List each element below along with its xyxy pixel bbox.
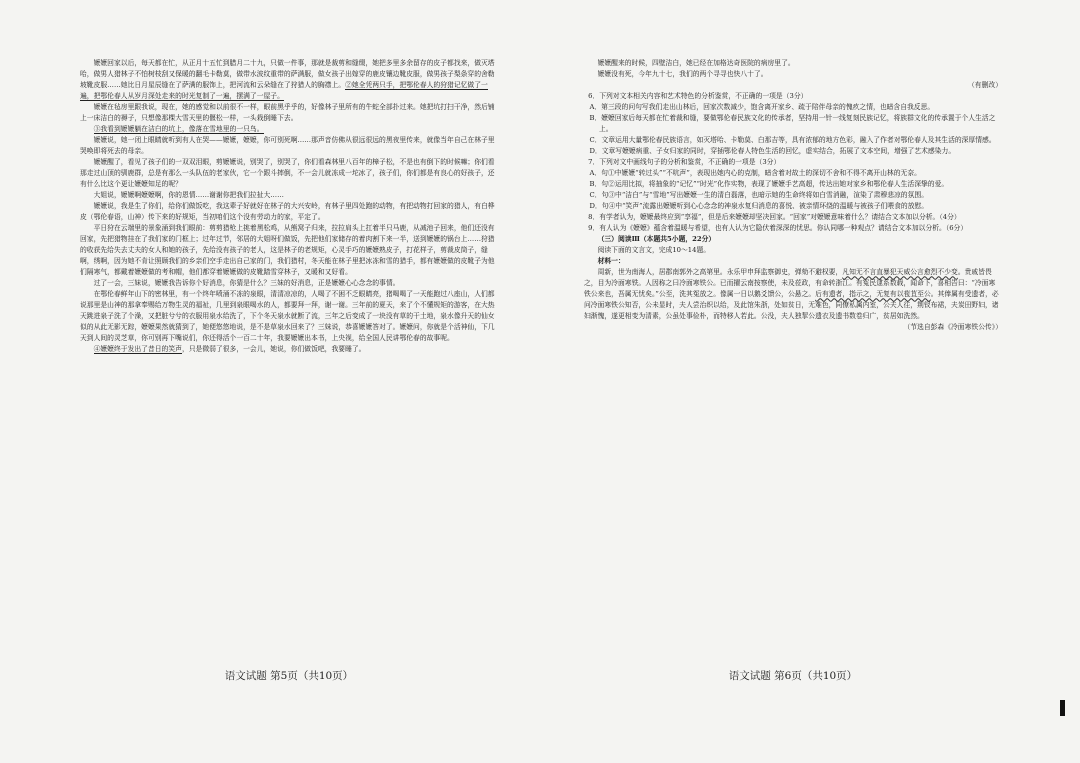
- option-label: C．: [589, 136, 602, 145]
- reading-instruction: 阅读下面的文言文，完成10～14题。: [597, 246, 711, 255]
- text-segment: 嬷嬷在毡房里跟我说，现在，她的感觉和以前很不一样，眼前黑乎乎的，好像林子里所有的牛蛇全部扑过来。她把坑打扫干净，然后铺上一床洁白的褥子，只想像那棵大雪天里的偃松一样，一头栽倒睡下去。: [80, 103, 495, 123]
- classical-passage: [584, 267, 1002, 322]
- question-stem: 7．下列对文中画线句子的分析和鉴赏，不正确的一项是（3分）: [588, 158, 781, 167]
- option-text: 第三段的问句写我们走出山林后，回家次数减少，饱含离开家乡、疏于陪伴母亲的愧疚之情，也暗含自我反思。: [601, 103, 935, 112]
- option-text: 句②运用比拟，将抽象的“记忆”“时光”化作实物，表现了嬷嬷手艺高超，传达出她对家乡和鄂伦春人生活深挚的爱。: [601, 180, 949, 189]
- left-page: [80, 58, 498, 698]
- paragraph: [80, 278, 498, 289]
- text-segment: 大姐说，嬷嬷啊嬷嬷啊，你的恩情……谢谢你把我们拉扯大……: [93, 191, 284, 200]
- question-stem: 9．有人认为《嬷嬷》蕴含着温暖与希望，也有人认为它隐伏着深深的忧思。你认同哪一种观点？请结合文本加以分析。（6分）: [588, 224, 968, 233]
- question-stem: 6．下列对文本相关内容和艺术特色的分析鉴赏，不正确的一项是（3分）: [588, 92, 808, 101]
- story-ending-line: 嬷嬷没有死，今年九十七，我们的两个寻寻也快八十了。: [597, 70, 768, 79]
- right-page: [584, 58, 1002, 698]
- text-segment: 过了一会，三妹说，嬷嬷我告诉你个好消息，你猜是什么？三妹的好消息，正是嬷嬷心心念念的事情。: [93, 279, 400, 288]
- wavy-underlined-sentence: 后有遗者，指示之，无复有以苞苴至公: [815, 290, 931, 299]
- answer-option: [584, 190, 1002, 201]
- text-segment: 嬷嬷说，我是生了你们，给你们做饭吃，我这辈子好就好在林子的大兴安岭，有林子里四处跑的动物，有把动物打回家的猎人，有白桦皮（鄂伦春语，山神）传下来的好规矩，当初咱们这个没有劳动力的家，平定了。: [80, 202, 495, 222]
- answer-option: [584, 179, 1002, 190]
- underlined-sentence: ④嬷嬷终于发出了昔日的笑声: [93, 345, 182, 354]
- text-segment: 。贵戚皆畏之，目为冷面寒铁。人因称之曰冷面寒铁公。已而擢云南按察使，未及莅政，有命转浙江。有冤民逮系数载，闻命下，喜相告曰：“冷面寒铁公来也，吾属无忧矣。”公至，洗其冤放之。像属一日以鹅爻馈公，公悬之。: [584, 268, 996, 299]
- paragraph: [80, 344, 498, 355]
- option-text: 文章写嬷嬷病重、子女归家的同时，穿插鄂伦春人特色生活的回忆，虚实结合，拓展了文本空间，增强了艺术感染力。: [601, 147, 956, 156]
- text-segment: 。其俸属有受遗者，必问冷面寒铁公知否，公未显时，夫人尝治织以给，及此馆朱浙，处如贫日，无难色，同僚私属内室，公夫人往，荆钗布裙，夫炭田野妇，诸妇渐愧，遂更相变为清素，公虽处事俭朴，而特移人若此。公没，夫人独挈公遗衣及遗书数卷归广，贫居如洗然。: [584, 290, 999, 321]
- text-segment: 嬷嬷回家以后，每天都在忙，从正月十五忙到腊月二十九，只做一件事，那就是裁剪和缝缀，她把多里多余留存的皮子都找来，做灭塔哈，做男人猎林子不怕树枝刮又保暖的翻毛卡勒莫，做带水波纹重带的萨满服，做女孩子出嫁穿的鹿皮镶边靴皮服，做男孩子梨条穿的舍勒坡靴皮服……她比日月星辰缝在了萨满的服饰上，把河流和云朵缝在了狩猎人的胸襟上。: [80, 59, 495, 90]
- paragraph: [80, 289, 498, 344]
- paragraph: [80, 102, 498, 124]
- option-label: A．: [589, 103, 602, 112]
- paragraph: [80, 58, 498, 102]
- underlined-sentence: ③我看到嬷嬷躺在洁白的坑上，像落在雪地里的一只鸟。: [93, 125, 264, 134]
- paragraph: [80, 157, 498, 190]
- option-label: D．: [589, 202, 602, 211]
- text-segment: 平日狩在云端里的景象涌到我们眼前：剪剪猎枪上挑着黑松鸡，从熊窝子归来，拉拉肩头上扛着半只马鹿，从减池子回来，他们还没有回家，先把猎物挂在了我们家的门框上；过年过节，邻居的大姐呀们做饭，先把他们家储存的着肉割下来一半，送到嬷嬷的锅台上……狩猎的收获先给失去丈夫的女人和她的孩子，先给没有孩子的老人，这是林子的老规矩，心灵手巧的嬷嬷熟皮子，打花样子，剪裁皮筒子，缝啊，绣啊，因为她不肯让照顾我们的乡亲们空手走出自己家的门，我们猎村，冬天能在林子里把冰冻和雪的猎手，都有嬷嬷做的皮靴子为他们隔寒气，都戴着嬷嬷做的考和帽，他们都穿着嬷嬷做的皮靴踏雪穿林子，又暖和又好看。: [80, 224, 495, 277]
- option-text: 嬷嬷回家后每天都在忙着裁和缝，要做鄂伦春民族文化的传承者，坚持用一针一线复刻民族记忆，将族群文化的传承置于个人生活之上。: [598, 114, 996, 134]
- paragraph: [80, 201, 498, 223]
- underlined-sentence: ②她全凭两只手，把鄂伦春人的狩猎记忆做了一遍，把鄂伦春人从岁月深处走来的时光复制了一遍，摆满了一屋子。: [80, 81, 488, 101]
- paragraph: [80, 190, 498, 201]
- option-label: B．: [589, 114, 602, 123]
- left-page-footer: 语文试题 第5页（共10页）: [224, 670, 354, 682]
- right-page-footer: 语文试题 第6页（共10页）: [728, 670, 858, 682]
- option-label: A．: [589, 169, 602, 178]
- question-stem: 8．有学者认为，嬷嬷最终应到“享福”，但是后来嬷嬷却坚决回家。“回家”对嬷嬷意味着什么？请结合文本加以分析。（4分）: [588, 213, 961, 222]
- paragraph: [80, 135, 498, 157]
- answer-option: [584, 113, 1002, 135]
- answer-option: [584, 201, 1002, 212]
- paragraph: [80, 124, 498, 135]
- option-text: 句③中“洁白”与“雪地”写出嬷嬷一生的清白磊落，也暗示她的生命终将如白雪消融，渲染了肃穆悲凉的氛围。: [601, 191, 928, 200]
- option-label: D．: [589, 147, 602, 156]
- section-title: （三）阅读Ⅲ（本题共5小题，22分）: [597, 235, 716, 244]
- answer-option: [584, 135, 1002, 146]
- answer-option: [584, 168, 1002, 179]
- paragraph: [80, 223, 498, 278]
- answer-option: [584, 146, 1002, 157]
- text-segment: 周新，世为南海人，居郡南郭外之高第里。永乐甲申拜监察御史，弹劾不避权要，: [597, 268, 843, 277]
- text-segment: ，只是微弱了很多，一会儿，她说，你们做饭吧，我要睡了。: [181, 345, 366, 354]
- scan-edge-mark: [1060, 700, 1065, 716]
- option-text: 句④中“笑声”流露出嬷嬷听到心心念念的神泉水复归消息的喜悦、被亲情环绕的温暖与被孩子们喂食的放慰。: [601, 202, 929, 211]
- option-text: 文章运用大量鄂伦春民族语言，如灭塔哈、卡勒莫、白那吉等，具有浓郁的地方色彩，融入了作者对鄂伦春人及其生活的深厚情感。: [601, 136, 996, 145]
- wavy-underlined-sentence: 凡知无不言直暴犯天威公言愈烈不少变: [842, 268, 958, 277]
- material-title: 材料一：: [597, 257, 625, 266]
- abridged-note: （有删改）: [968, 81, 1002, 90]
- option-label: C．: [589, 191, 602, 200]
- option-text: 句①中嬷嬷“转过头”“不吭声”，表现出她内心的克制，暗含着对故土的深切不舍和不得不离开山林的无奈。: [601, 169, 921, 178]
- text-segment: 嬷嬷醒了，看见了孩子们的一双双泪眼，剪嬷嬷说，别哭了，别哭了，你们看森林里八百年的樟子松，不是也有倒下的时候嘛；你们看那走过山顶的驯鹿群，总是有那么一头队伍的老家伙，它一个跟斗摔倒，不一会儿就冻成一坨冰了，孩子们，你们都是有良心的好孩子，还有什么比这个更让嬷嬷知足的呢？: [80, 158, 495, 189]
- answer-option: [584, 102, 1002, 113]
- text-segment: 嬷嬷说，她一闭上眼睛就听到有人在哭——嬷嬷，嬷嬷，你可别死啊……那声音仿佛从很远很远的黑夜里传来，就像当年自己在林子里哭唤即将死去的母亲。: [80, 136, 495, 156]
- passage-source: （节选自彭森《冷面寒铁公传》）: [903, 323, 1002, 332]
- story-ending-line: 嬷嬷醒来的时候，四壁洁白，她已经在加格达奇医院的病房里了。: [597, 59, 795, 67]
- text-segment: 在鄂伦春鲜年山下的密林里，有一个终年喷涌不冻的泉眼，清清凉凉的，人喝了不困不乏眼睛亮，猪喝喝了一天能跑过八座山，人们都说那里是山神的那拿奉赐给万物生灵的福祉，几里到泉眼喝水的人，都要拜一拜，谢一谢。三年前的夏天，来了个不懂规矩的游客，在大热天跳进泉子洗了个澡，又把脏兮兮的衣服用泉水给洗了，下个冬天泉水就断了流，三年之后变成了一块没有草的干土地，泉水像升天的仙女似的从此无影无踪，嬷嬷果然就猜到了，她便悠悠地说，是不是草泉水回来了？三妹说，恭喜嬷嬷答对了。嬷嬷问，你就是个活神仙，下几天到人间的灵芝草，你可别再下嘴说们，你还得活个一百二十年，我要嬷嬷出本书，上央视，给全国人民讲鄂伦春的故事呢。: [80, 290, 495, 343]
- option-label: B．: [589, 180, 602, 189]
